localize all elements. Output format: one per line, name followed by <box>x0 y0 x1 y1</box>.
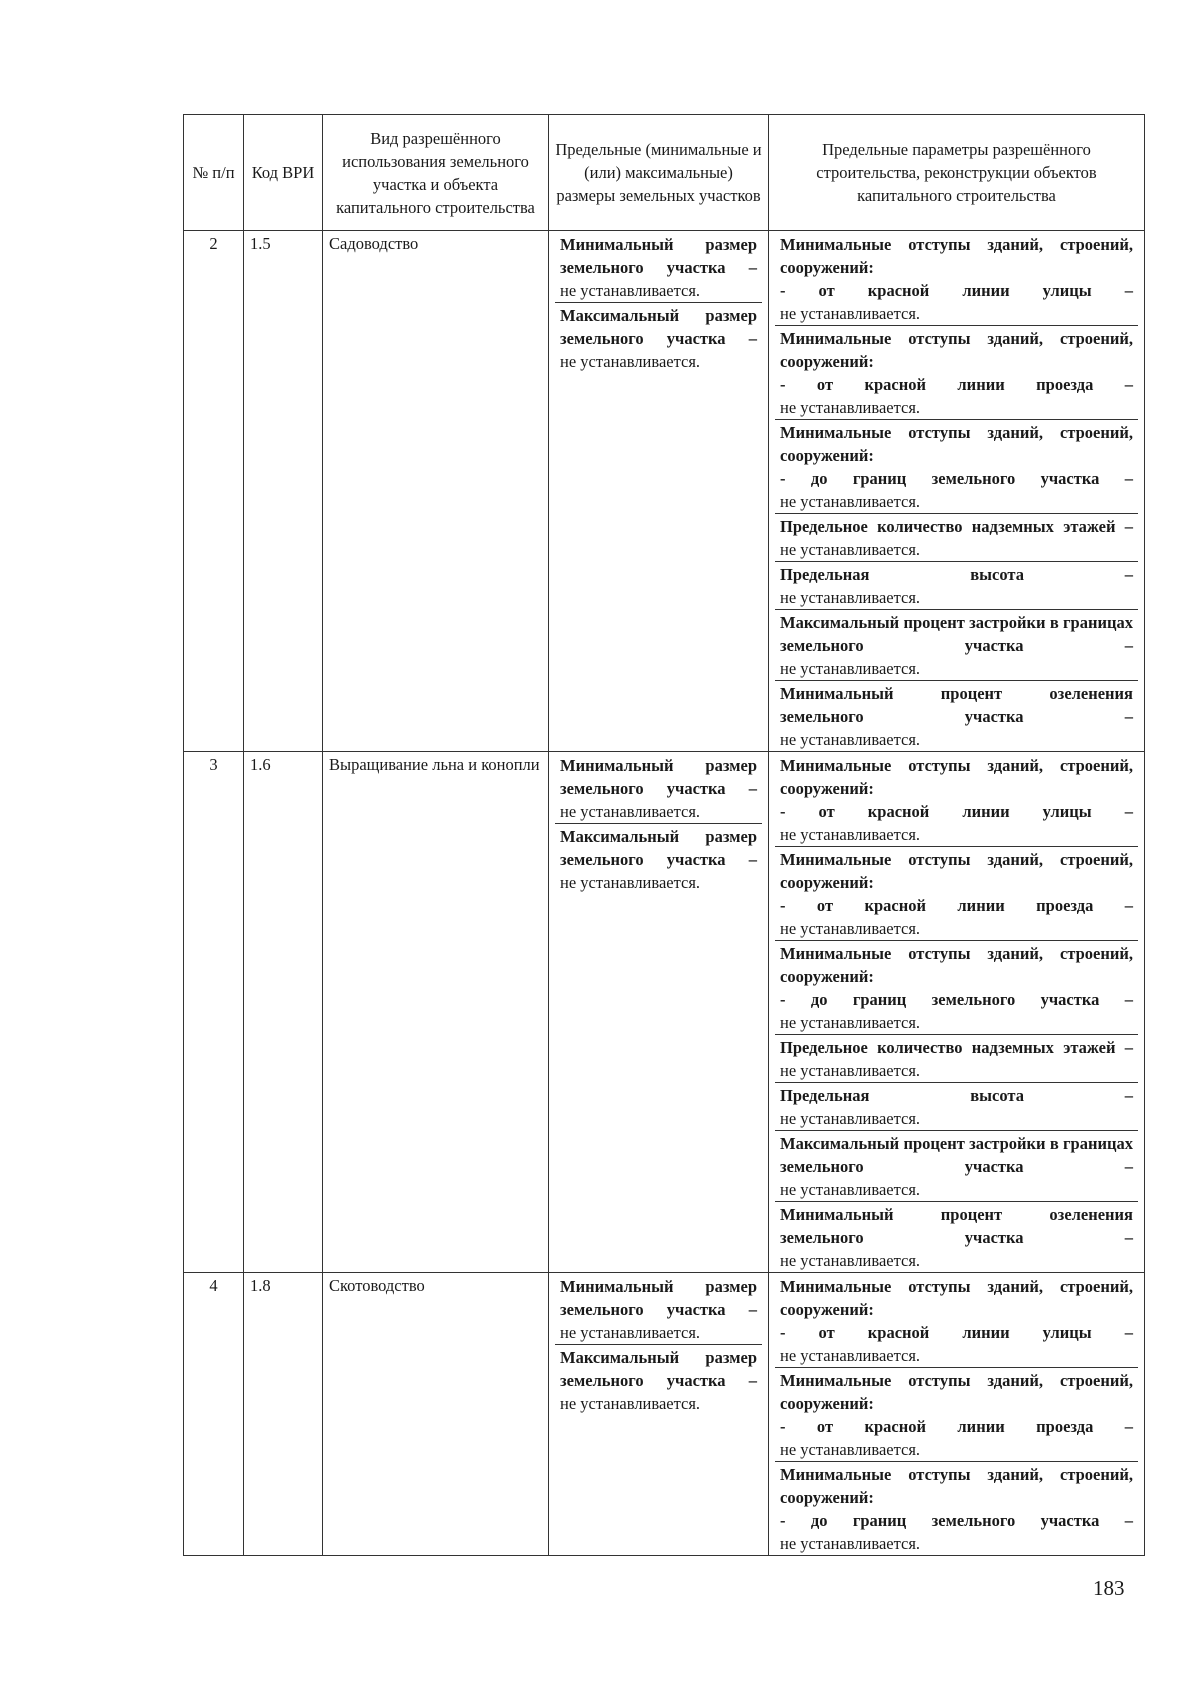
entry-value-text: не устанавливается. <box>780 492 921 511</box>
row-code: 1.6 <box>244 752 323 1273</box>
entry-bold-subtext: - от красной линии улицы – <box>780 281 1133 300</box>
param-entry <box>775 1367 1138 1461</box>
table-row <box>184 231 1145 752</box>
entry-bold-subtext: - от красной линии улицы – <box>780 802 1133 821</box>
entry-value-text: не устанавливается. <box>780 304 921 323</box>
entry-bold-text: Минимальный процент озеленения земельного участка – <box>780 1205 1133 1247</box>
table-body <box>184 231 1145 1556</box>
param-entry <box>775 609 1138 680</box>
param-entry <box>775 513 1138 561</box>
page-number: 183 <box>1093 1576 1125 1600</box>
entry-bold-text: Предельная высота – <box>780 565 1133 584</box>
entry-value-text: не устанавливается. <box>780 1109 921 1128</box>
entry-bold-text: Минимальные отступы зданий, строений, сооружений: <box>780 1465 1133 1507</box>
size-entry <box>555 302 762 373</box>
entry-bold-subtext: - до границ земельного участка – <box>780 469 1133 488</box>
param-entry <box>775 1461 1138 1555</box>
size-entry <box>555 232 762 302</box>
entry-value-text: не устанавливается. <box>560 873 701 892</box>
size-cell <box>549 231 769 752</box>
row-use-type: Выращивание льна и конопли <box>323 752 549 1273</box>
param-entry <box>775 1201 1138 1272</box>
entry-bold-text: Минимальные отступы зданий, строений, сооружений: <box>780 423 1133 465</box>
entry-bold-text: Минимальный размер земельного участка – <box>560 1277 757 1319</box>
entry-bold-text: Предельное количество надземных этажей – <box>780 517 1133 536</box>
entry-bold-text: Минимальный размер земельного участка – <box>560 756 757 798</box>
entry-bold-text: Максимальный процент застройки в границах земельного участка – <box>780 613 1133 655</box>
param-entry <box>775 1274 1138 1367</box>
header-type: Вид разрешённого использования земельного участка и объекта капитального строительства <box>323 115 549 231</box>
entry-bold-subtext: - от красной линии проезда – <box>780 375 1133 394</box>
row-code: 1.5 <box>244 231 323 752</box>
entry-value-text: не устанавливается. <box>780 588 921 607</box>
param-entry <box>775 940 1138 1034</box>
entry-value-text: не устанавливается. <box>780 730 921 749</box>
entry-value-text: не устанавливается. <box>560 1323 701 1342</box>
entry-value-text: не устанавливается. <box>780 1440 921 1459</box>
entry-bold-subtext: - от красной линии улицы – <box>780 1323 1133 1342</box>
param-entry <box>775 1034 1138 1082</box>
table-row <box>184 752 1145 1273</box>
entry-value-text: не устанавливается. <box>780 825 921 844</box>
param-entry <box>775 1082 1138 1130</box>
entry-bold-subtext: - до границ земельного участка – <box>780 990 1133 1009</box>
entry-bold-text: Минимальные отступы зданий, строений, сооружений: <box>780 756 1133 798</box>
entry-bold-text: Минимальные отступы зданий, строений, сооружений: <box>780 850 1133 892</box>
table-row <box>184 1273 1145 1556</box>
entry-bold-text: Максимальный размер земельного участка – <box>560 1348 757 1390</box>
entry-value-text: не устанавливается. <box>780 1061 921 1080</box>
size-entry <box>555 1344 762 1415</box>
param-entry <box>775 325 1138 419</box>
params-cell <box>769 1273 1145 1556</box>
params-cell <box>769 231 1145 752</box>
param-entry <box>775 232 1138 325</box>
param-entry <box>775 753 1138 846</box>
entry-bold-subtext: - до границ земельного участка – <box>780 1511 1133 1530</box>
entry-bold-text: Минимальные отступы зданий, строений, сооружений: <box>780 1371 1133 1413</box>
entry-value-text: не устанавливается. <box>780 919 921 938</box>
param-entry <box>775 1130 1138 1201</box>
size-cell <box>549 752 769 1273</box>
param-entry <box>775 846 1138 940</box>
header-code: Код ВРИ <box>244 115 323 231</box>
entry-bold-text: Максимальный процент застройки в границах земельного участка – <box>780 1134 1133 1176</box>
size-entry <box>555 753 762 823</box>
entry-value-text: не устанавливается. <box>780 1534 921 1553</box>
entry-value-text: не устанавливается. <box>560 281 701 300</box>
row-use-type: Скотоводство <box>323 1273 549 1556</box>
header-params: Предельные параметры разрешённого строительства, реконструкции объектов капитального строительства <box>769 115 1145 231</box>
entry-bold-text: Минимальные отступы зданий, строений, сооружений: <box>780 1277 1133 1319</box>
row-number: 2 <box>184 231 244 752</box>
param-entry <box>775 680 1138 751</box>
entry-value-text: не устанавливается. <box>780 1346 921 1365</box>
row-code: 1.8 <box>244 1273 323 1556</box>
entry-value-text: не устанавливается. <box>560 802 701 821</box>
entry-value-text: не устанавливается. <box>780 1180 921 1199</box>
size-entry <box>555 823 762 894</box>
table-header <box>184 115 1145 231</box>
row-number: 4 <box>184 1273 244 1556</box>
row-number: 3 <box>184 752 244 1273</box>
param-entry <box>775 419 1138 513</box>
entry-value-text: не устанавливается. <box>780 659 921 678</box>
entry-bold-subtext: - от красной линии проезда – <box>780 896 1133 915</box>
entry-value-text: не устанавливается. <box>780 398 921 417</box>
entry-bold-text: Предельное количество надземных этажей – <box>780 1038 1133 1057</box>
params-cell <box>769 752 1145 1273</box>
entry-bold-text: Минимальный размер земельного участка – <box>560 235 757 277</box>
entry-value-text: не устанавливается. <box>560 1394 701 1413</box>
entry-bold-text: Минимальные отступы зданий, строений, сооружений: <box>780 944 1133 986</box>
row-use-type: Садоводство <box>323 231 549 752</box>
entry-bold-subtext: - от красной линии проезда – <box>780 1417 1133 1436</box>
entry-bold-text: Максимальный размер земельного участка – <box>560 827 757 869</box>
entry-value-text: не устанавливается. <box>560 352 701 371</box>
header-size: Предельные (минимальные и (или) максимальные) размеры земельных участков <box>549 115 769 231</box>
zoning-parameters-table <box>183 114 1145 1556</box>
entry-bold-text: Минимальные отступы зданий, строений, сооружений: <box>780 235 1133 277</box>
entry-value-text: не устанавливается. <box>780 1013 921 1032</box>
entry-value-text: не устанавливается. <box>780 1251 921 1270</box>
entry-bold-text: Минимальный процент озеленения земельного участка – <box>780 684 1133 726</box>
entry-bold-text: Минимальные отступы зданий, строений, сооружений: <box>780 329 1133 371</box>
header-num: № п/п <box>184 115 244 231</box>
size-entry <box>555 1274 762 1344</box>
entry-bold-text: Максимальный размер земельного участка – <box>560 306 757 348</box>
entry-bold-text: Предельная высота – <box>780 1086 1133 1105</box>
param-entry <box>775 561 1138 609</box>
size-cell <box>549 1273 769 1556</box>
entry-value-text: не устанавливается. <box>780 540 921 559</box>
